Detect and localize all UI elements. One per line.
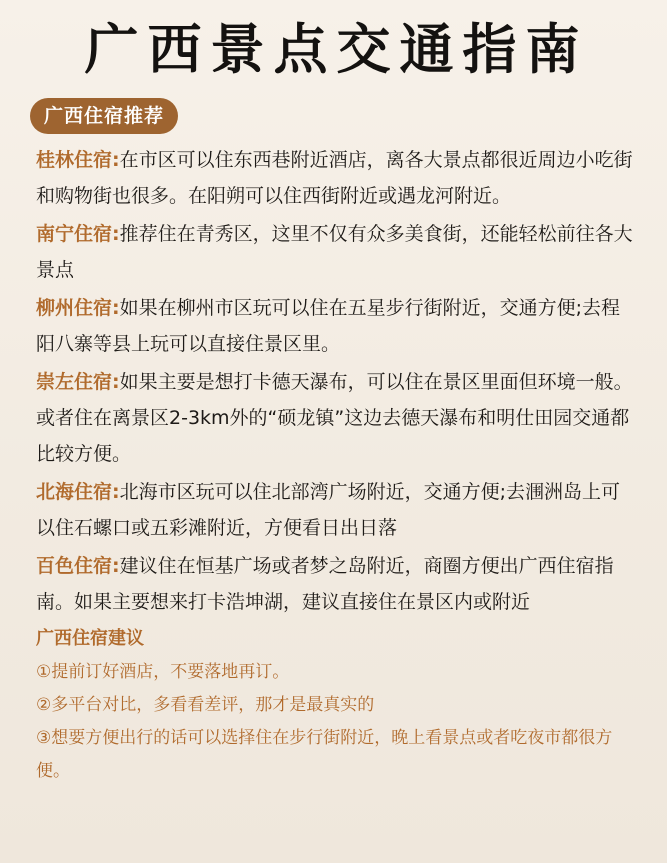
advice-item: ②多平台对比，多看看差评，那才是最真实的 xyxy=(36,695,375,715)
section-badge: 广西住宿推荐 xyxy=(30,98,178,134)
entry-label: 南宁住宿: xyxy=(36,223,120,245)
entry-text: 推荐住在青秀区，这里不仅有众多美食街，还能轻松前往各大景点 xyxy=(36,223,633,281)
entry-text: 在市区可以住东西巷附近酒店，离各大景点都很近周边小吃街和购物街也很多。在阳朔可以住西街附近或遇龙河附近。 xyxy=(36,149,633,207)
entry-text: 如果主要是想打卡德天瀑布，可以住在景区里面但环境一般。或者住在离景区2-3km外的“硕龙镇”这边去德天瀑布和明仕田园交通都比较方便。 xyxy=(36,371,633,465)
entry-text: 北海市区玩可以住北部湾广场附近，交通方便;去涠洲岛上可以住石螺口或五彩滩附近，方便看日出日落 xyxy=(36,481,621,539)
lodging-list xyxy=(36,142,637,620)
lodging-entry-baise xyxy=(36,548,637,620)
advice-item: ①提前订好酒店，不要落地再订。 xyxy=(36,662,290,682)
lodging-entry-nanning xyxy=(36,216,637,288)
entry-text: 建议住在恒基广场或者梦之岛附近，商圈方便出广西住宿指南。如果主要想来打卡浩坤湖，建议直接住在景区内或附近 xyxy=(36,555,614,613)
entry-text: 如果在柳州市区玩可以住在五星步行街附近，交通方便;去程阳八寨等县上玩可以直接住景区里。 xyxy=(36,297,621,355)
lodging-entry-liuzhou xyxy=(36,290,637,362)
entry-label: 柳州住宿: xyxy=(36,297,120,319)
lodging-entry-guilin xyxy=(36,142,637,214)
entry-label: 崇左住宿: xyxy=(36,371,120,393)
lodging-entry-chongzuo xyxy=(36,364,637,472)
entry-label: 北海住宿: xyxy=(36,481,120,503)
advice-title: 广西住宿建议 xyxy=(36,628,144,649)
advice-item: ③想要方便出行的话可以选择住在步行街附近，晚上看景点或者吃夜市都很方便。 xyxy=(36,728,613,781)
advice-section xyxy=(36,622,637,788)
entry-label: 百色住宿: xyxy=(36,555,120,577)
page-title: 广西景点交通指南 xyxy=(84,17,589,81)
lodging-entry-beihai xyxy=(36,474,637,546)
entry-label: 桂林住宿: xyxy=(36,149,120,171)
